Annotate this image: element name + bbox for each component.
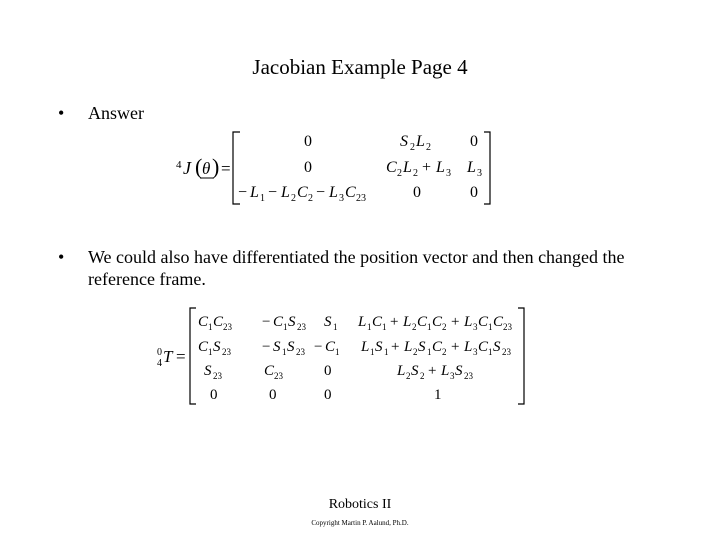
svg-text:): ) <box>212 154 220 179</box>
svg-text:1: 1 <box>208 347 213 357</box>
svg-text:C: C <box>264 363 275 379</box>
svg-text:23: 23 <box>464 371 473 381</box>
svg-text:1: 1 <box>384 347 389 357</box>
svg-text:0: 0 <box>304 133 312 150</box>
svg-text:S: S <box>204 363 212 379</box>
svg-text:L: L <box>467 159 476 176</box>
svg-text:1: 1 <box>283 322 288 332</box>
svg-text:=: = <box>176 347 186 366</box>
svg-text:23: 23 <box>356 193 366 204</box>
svg-text:2: 2 <box>410 142 415 153</box>
svg-text:S: S <box>493 339 501 355</box>
svg-text:4: 4 <box>157 358 162 369</box>
svg-text:23: 23 <box>223 322 232 332</box>
svg-text:S: S <box>411 363 419 379</box>
svg-text:1: 1 <box>488 347 493 357</box>
bullet-dot: • <box>58 103 65 123</box>
svg-text:23: 23 <box>502 347 511 357</box>
svg-text:1: 1 <box>208 322 213 332</box>
svg-text:2: 2 <box>420 371 425 381</box>
svg-text:23: 23 <box>222 347 231 357</box>
svg-text:23: 23 <box>213 371 222 381</box>
svg-text:C: C <box>432 314 443 330</box>
svg-text:L: L <box>464 314 473 330</box>
svg-text:S: S <box>418 339 426 355</box>
svg-text:0: 0 <box>470 184 478 201</box>
svg-text:0: 0 <box>157 347 162 358</box>
jacobian-equation <box>176 132 490 204</box>
svg-text:2: 2 <box>442 322 447 332</box>
svg-text:−: − <box>314 339 323 355</box>
svg-text:+: + <box>391 339 400 355</box>
svg-text:2: 2 <box>397 168 402 179</box>
svg-text:0: 0 <box>324 387 332 403</box>
svg-text:1: 1 <box>427 322 432 332</box>
svg-text:1: 1 <box>434 387 442 403</box>
transform-equation <box>157 308 524 404</box>
svg-text:+: + <box>422 159 432 176</box>
svg-text:23: 23 <box>296 347 305 357</box>
footer-course-title: Robotics II <box>328 497 392 512</box>
svg-text:C: C <box>493 314 504 330</box>
copyright-notice: Copyright Martin P. Aalund, Ph.D. <box>311 519 409 527</box>
svg-text:3: 3 <box>473 347 478 357</box>
svg-text:L: L <box>329 184 338 201</box>
svg-text:(: ( <box>195 154 203 179</box>
svg-text:2: 2 <box>442 347 447 357</box>
svg-text:S: S <box>375 339 383 355</box>
svg-text:S: S <box>213 339 221 355</box>
svg-text:1: 1 <box>260 193 265 204</box>
slide-title: Jacobian Example Page 4 <box>252 55 468 79</box>
svg-text:2: 2 <box>426 142 431 153</box>
svg-text:L: L <box>358 314 367 330</box>
svg-text:L: L <box>403 314 412 330</box>
svg-text:23: 23 <box>297 322 306 332</box>
svg-text:−: − <box>238 184 248 201</box>
svg-text:0: 0 <box>413 184 421 201</box>
svg-text:C: C <box>273 314 284 330</box>
svg-text:3: 3 <box>339 193 344 204</box>
svg-text:L: L <box>464 339 473 355</box>
svg-text:C: C <box>213 314 224 330</box>
svg-text:3: 3 <box>473 322 478 332</box>
svg-text:0: 0 <box>269 387 277 403</box>
svg-text:4: 4 <box>176 159 182 171</box>
svg-text:+: + <box>451 314 460 330</box>
svg-text:L: L <box>361 339 370 355</box>
svg-text:L: L <box>441 363 450 379</box>
svg-text:0: 0 <box>324 363 332 379</box>
svg-text:S: S <box>273 339 281 355</box>
svg-text:S: S <box>400 133 408 150</box>
svg-text:1: 1 <box>333 322 338 332</box>
svg-text:1: 1 <box>382 322 387 332</box>
svg-text:23: 23 <box>503 322 512 332</box>
svg-text:C: C <box>417 314 428 330</box>
svg-text:−: − <box>268 184 278 201</box>
svg-text:+: + <box>451 339 460 355</box>
svg-text:1: 1 <box>335 347 340 357</box>
svg-text:L: L <box>403 159 412 176</box>
svg-text:3: 3 <box>446 168 451 179</box>
svg-text:+: + <box>428 363 437 379</box>
svg-text:C: C <box>325 339 336 355</box>
svg-text:C: C <box>386 159 397 176</box>
svg-text:−: − <box>262 339 271 355</box>
svg-text:θ: θ <box>202 159 211 178</box>
svg-text:1: 1 <box>488 322 493 332</box>
svg-text:S: S <box>288 314 296 330</box>
svg-text:S: S <box>324 314 332 330</box>
svg-text:1: 1 <box>367 322 372 332</box>
svg-text:23: 23 <box>274 371 283 381</box>
svg-text:−: − <box>262 314 271 330</box>
svg-text:C: C <box>478 314 489 330</box>
svg-text:C: C <box>297 184 308 201</box>
svg-text:J: J <box>183 158 191 178</box>
svg-text:L: L <box>281 184 290 201</box>
svg-text:C: C <box>372 314 383 330</box>
svg-text:L: L <box>416 133 425 150</box>
svg-text:2: 2 <box>413 347 418 357</box>
svg-text:+: + <box>390 314 399 330</box>
svg-text:3: 3 <box>450 371 455 381</box>
svg-text:C: C <box>432 339 443 355</box>
svg-text:L: L <box>397 363 406 379</box>
bullet-dot: • <box>58 247 65 267</box>
svg-text:=: = <box>221 159 231 178</box>
svg-text:0: 0 <box>470 133 478 150</box>
svg-text:2: 2 <box>406 371 411 381</box>
svg-text:1: 1 <box>282 347 287 357</box>
svg-text:C: C <box>478 339 489 355</box>
svg-text:L: L <box>404 339 413 355</box>
bullet-text: We could also have differentiated the position vector and then changed the reference frame. <box>88 247 625 289</box>
svg-text:2: 2 <box>413 168 418 179</box>
svg-text:1: 1 <box>370 347 375 357</box>
svg-text:−: − <box>316 184 326 201</box>
svg-text:1: 1 <box>427 347 432 357</box>
bullet-text: Answer <box>88 103 144 123</box>
svg-text:S: S <box>455 363 463 379</box>
svg-text:L: L <box>436 159 445 176</box>
svg-text:T: T <box>163 347 173 366</box>
svg-text:L: L <box>250 184 259 201</box>
svg-text:2: 2 <box>308 193 313 204</box>
svg-text:C: C <box>345 184 356 201</box>
svg-text:2: 2 <box>412 322 417 332</box>
svg-text:0: 0 <box>304 159 312 176</box>
svg-text:C: C <box>198 314 209 330</box>
svg-text:C: C <box>198 339 209 355</box>
svg-text:3: 3 <box>477 168 482 179</box>
svg-text:2: 2 <box>291 193 296 204</box>
svg-text:0: 0 <box>210 387 218 403</box>
svg-text:S: S <box>287 339 295 355</box>
